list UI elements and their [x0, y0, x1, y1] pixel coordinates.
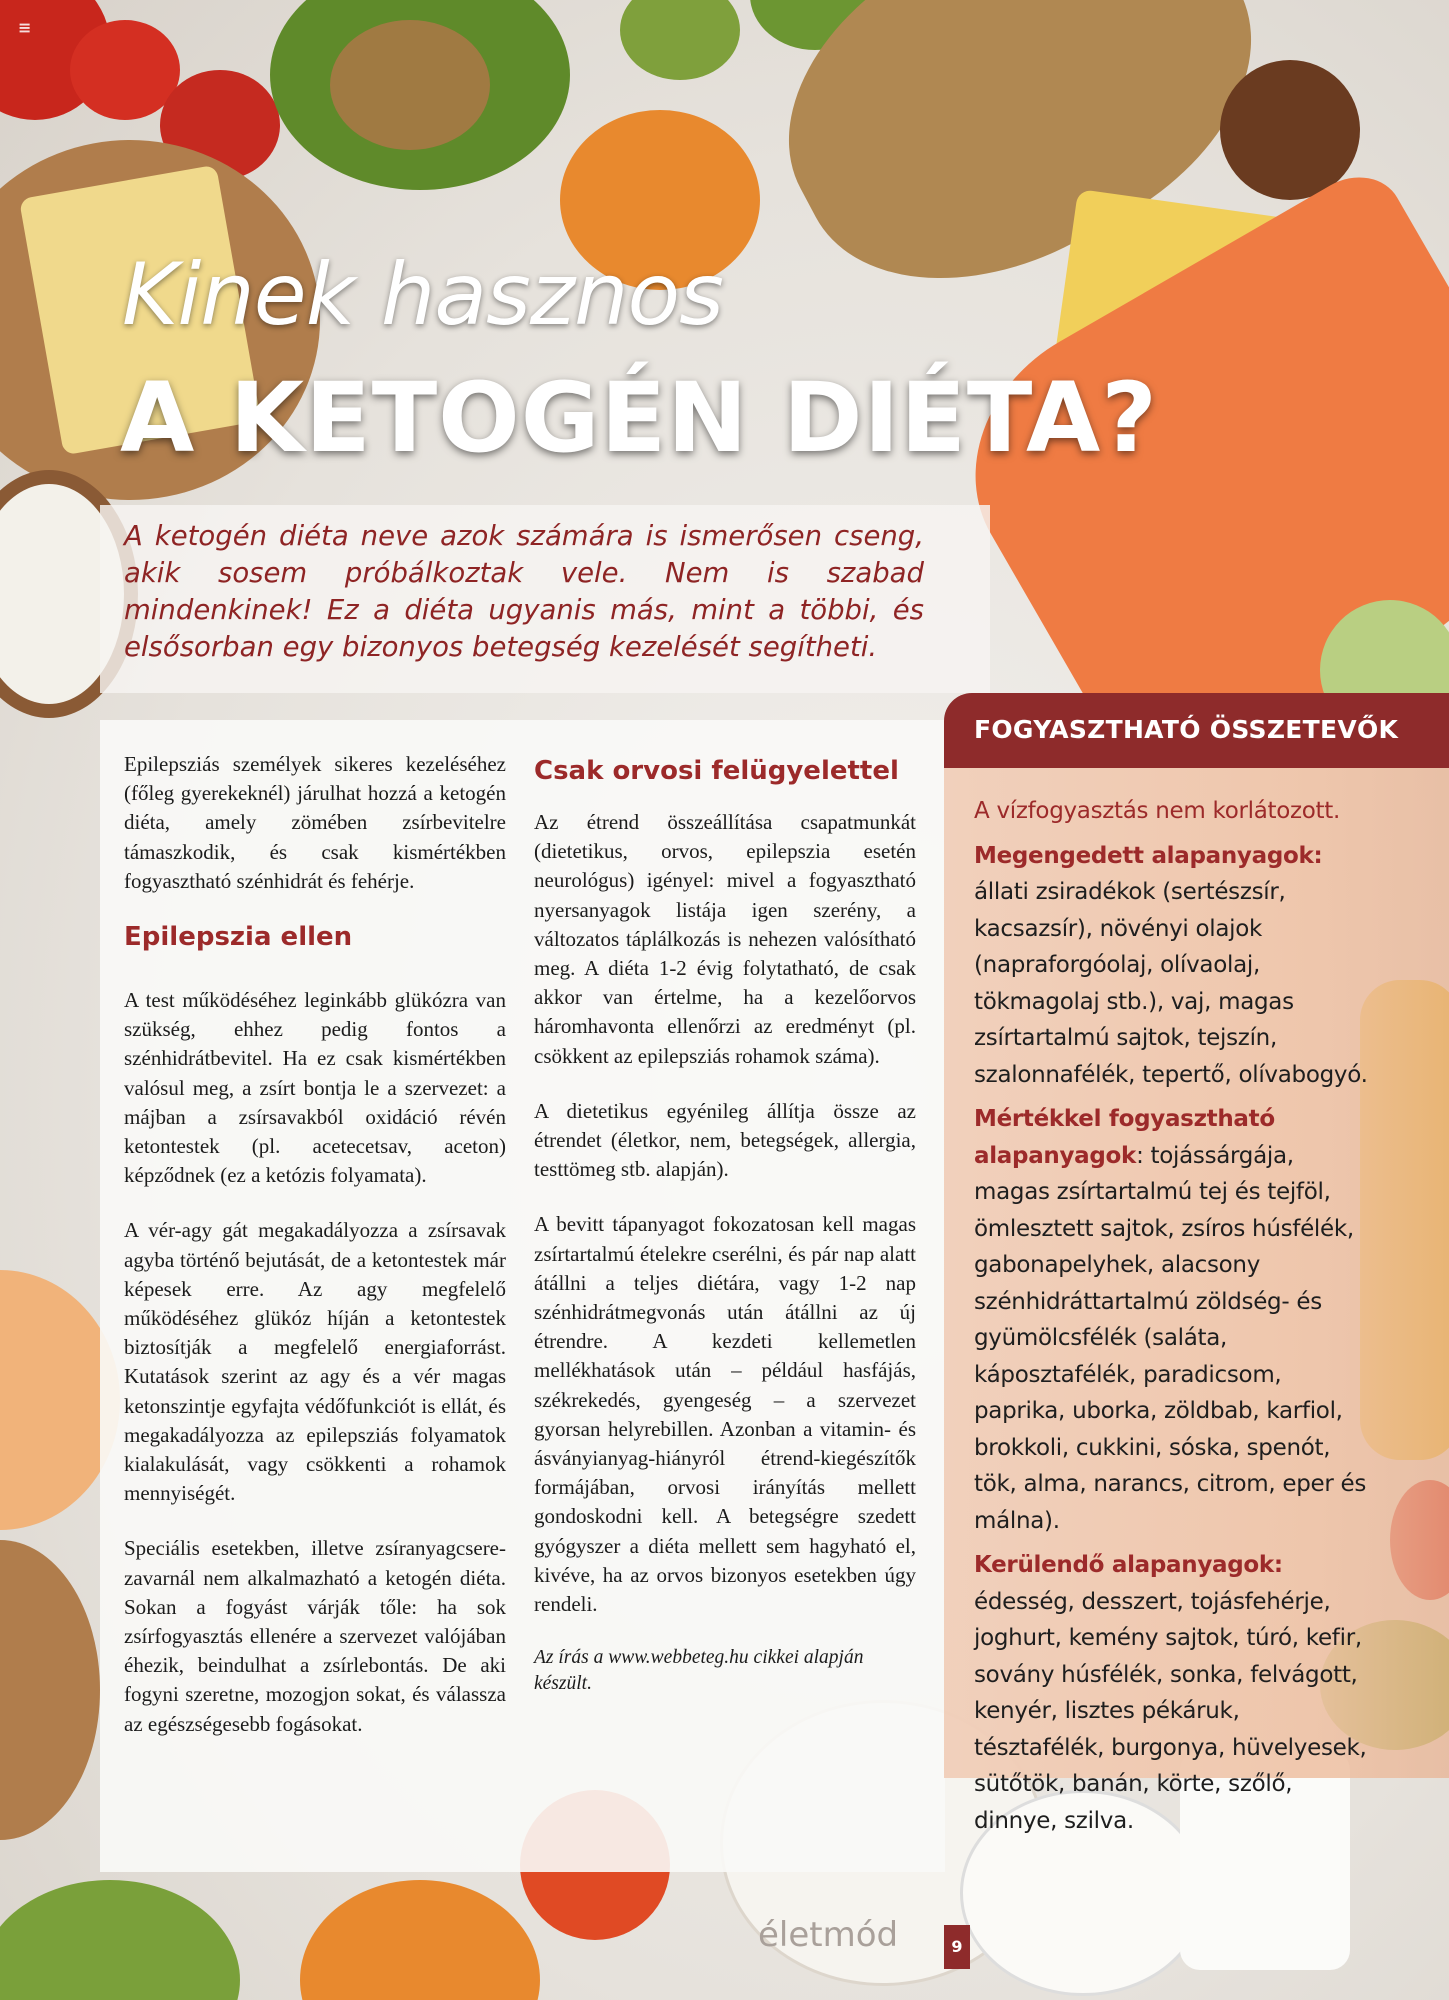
water-note: A vízfogyasztás nem korlátozott.	[974, 798, 1340, 824]
article-column-1	[124, 750, 506, 1765]
moderate-list	[974, 1101, 1374, 1539]
paragraph: Az étrend összeállítása csapatmunkát (dietetikus, orvos, epilepszia esetén neurológus) igényel: mivel a fogyasztható nyersanyagok listája igen szerény, a változatos táplálkozás is nehezen valósítható meg. A diéta 1-2 évig folytatható, de csak akkor van értelme, ha a kezelőorvos háromhavonta ellenőrzi az eredményt (pl. csökkent az epilepsziás rohamok száma).	[534, 810, 916, 1068]
paragraph: Speciális esetekben, illetve zsíranyagcsere-zavarnál nem alkalmazható a ketogén diéta. Sokan a fogyást várják tőle: ha sok zsírfogyasztás ellenére a szervezet valójában éhezik, beindulhat a zsírlebontás. De aki fogyni szeretne, mozogjon sokat, és válassza az egészségesebb fogásokat.	[124, 1536, 506, 1736]
allowed-text: állati zsiradékok (sertészsír, kacsazsír), növényi olajok (napraforgóolaj, olívaolaj, tökmagolaj stb.), vaj, magas zsírtartalmú sajtok, tejszín, szalonnafélék, tepertő, olívabogyó.	[974, 879, 1368, 1088]
section-heading: Csak orvosi felügyelettel	[534, 756, 899, 786]
moderate-text: : tojássárgája, magas zsírtartalmú tej és tejföl, ömlesztett sajtok, zsíros húsfélék, gabonapelyhek, alacsony szénhidráttartalmú zöldség- és gyümölcsfélék (saláta, káposztafélék, paradicsom, paprika, uborka, zöldbab, karfiol, brokkoli, cukkini, sóska, spenót, tök, alma, narancs, citrom, eper és málna).	[974, 1142, 1367, 1534]
paragraph: Epilepsziás személyek sikeres kezeléséhez (főleg gyerekeknél) járulhat hozzá a ketogén diéta, amely zömében zsírbevitelre támaszkodik, és csak kismértékben fogyasztható szénhidrát és fehérje.	[124, 752, 506, 893]
allowed-list	[974, 838, 1374, 1094]
sidebar-content	[974, 793, 1374, 1847]
avoid-list	[974, 1547, 1374, 1839]
paragraph: A dietetikus egyénileg állítja össze az étrendet (életkor, nem, betegségek, allergia, testtömeg stb. alapján).	[534, 1098, 916, 1182]
menu-icon[interactable]: ≡	[18, 18, 32, 37]
article-column-2	[534, 750, 916, 1723]
section-heading: Epilepszia ellen	[124, 922, 353, 953]
title-line-1: Kinek hasznos	[122, 245, 723, 345]
sidebar-title: FOGYASZTHATÓ ÖSSZETEVŐK	[974, 715, 1399, 744]
moderate-label: Mértékkel fogyasztható alapanyagok	[974, 1106, 1275, 1169]
page-number: 9	[944, 1925, 970, 1969]
magazine-brand: életmód	[758, 1915, 899, 1955]
avoid-label: Kerülendő alapanyagok:	[974, 1552, 1283, 1578]
title-line-2: A KETOGÉN DIÉTA?	[120, 362, 1158, 474]
allowed-label: Megengedett alapanyagok:	[974, 842, 1323, 869]
paragraph: A test működéséhez leginkább glükózra van szükség, ehhez pedig fontos a szénhidrátbevitel. Ha ez csak kismértékben valósul meg, a zsírt bontja le a szervezet: a májban a zsírsavakból oxidáció révén ketontestek (pl. acetecetsav, aceton) képződnek (ez a ketózis folyamata).	[124, 988, 506, 1188]
source-note: Az írás a www.webbeteg.hu cikkei alapján készült.	[534, 1647, 864, 1695]
avoid-text: édesség, desszert, tojásfehérje, joghurt, kemény sajtok, túró, kefir, sovány húsfélék, sonka, felvágott, kenyér, lisztes pékáruk, tésztafélék, burgonya, hüvelyesek, sütőtök, banán, körte, szőlő, dinnye, szilva.	[974, 1588, 1367, 1834]
paragraph: A bevitt tápanyagot fokozatosan kell magas zsírtartalmú ételekre cserélni, és pár nap alatt átállni a teljes diétára, vagy 1-2 nap szénhidrátmegvonás után átállni az új étrendre. A kezdeti kellemetlen mellékhatások után – például hasfájás, székrekedés, gyengeség – a szervezet gyorsan helyrebillen. Azonban a vitamin- és ásványianyag-hiányról étrend-kiegészítők formájában, orvosi irányítás mellett gondoskodni kell. A betegségre szedett gyógyszer a diéta mellett sem hagyható el, kivéve, ha az orvos bizonyos esetekben úgy rendeli.	[534, 1212, 916, 1617]
sidebar-header	[944, 693, 1449, 768]
paragraph: A vér-agy gát megakadályozza a zsírsavak agyba történő bejutását, de a ketontestek már képesek erre. Az agy megfelelő működéséhez glükóz híján a ketontestek biztosítják a megfelelő energiaforrást. Kutatások szerint az agy és a vér magas ketonszintje egyfajta védőfunkciót is ellát, és megakadályozza az epilepsziás folyamatok kialakulását, vagy csökkenti a rohamok mennyiségét.	[124, 1218, 506, 1506]
lead-paragraph: A ketogén diéta neve azok számára is ismerősen cseng, akik sosem próbálkoztak vele. Nem is szabad mindenkinek! Ez a diéta ugyanis más, mint a többi, és elsősorban egy bizonyos betegség kezelését segítheti.	[124, 520, 924, 663]
ingredients-sidebar	[944, 693, 1449, 1834]
